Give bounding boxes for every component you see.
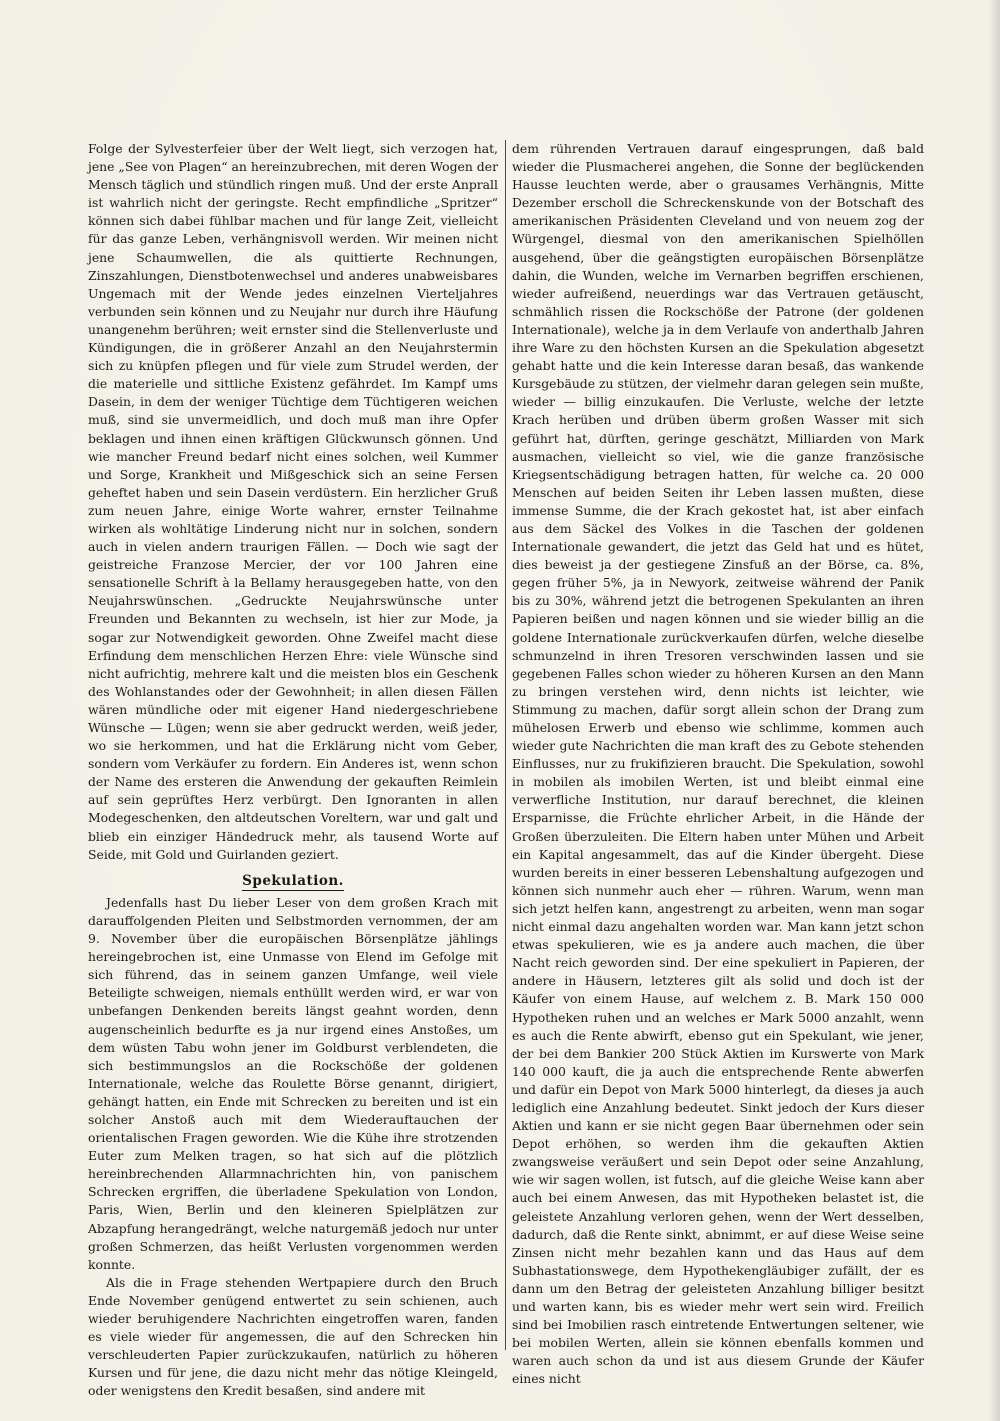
right-column [512, 140, 924, 1388]
section-heading-text: Spekulation. [242, 872, 344, 889]
left-paragraph-3: Als die in Frage stehenden Wertpapiere durch den Bruch Ende November genügend entwertet zu sein schienen, auch wieder beruhigendere Nachrichten eingetroffen waren, fanden es viele wieder für angemessen, die auf den Schrecken hin verschleuderten Papier zurückzukaufen, natürlich zu höheren Kursen und für jene, die dazu nicht mehr das nötige Kleingeld, oder wenigstens den Kredit besaßen, sind andere mit [88, 1274, 498, 1399]
bleed-through-shadow [699, 68, 940, 132]
section-heading [88, 872, 498, 890]
page-edge-shadow [988, 0, 1000, 1421]
right-paragraph-1: dem rührenden Vertrauen darauf eingesprungen, daß bald wieder die Plusmacherei angehen, die Sonne der beglückenden Hausse leuchten werde, aber o grausames Verhängnis, Mitte Dezember erscholl die Schreckenskunde von der Botschaft des amerikanischen Präsidenten Cleveland und von neuem zog der Würgengel, diesmal von den amerikanischen Spielhöllen ausgehend, über die geängstigten europäischen Börsenplätze dahin, die Wunden, welche im Vernarben begriffen erschienen, wieder aufreißend, neuerdings war das Vertrauen getäuscht, schmählich rissen die Rockschöße der Patrone (der goldenen Internationale), welche ja in dem Verlaufe von anderthalb Jahren ihre Ware zu den höchsten Kursen an die Spekulation abgesetzt gehabt hatte und die kein Interesse daran besaß, das wankende Kursgebäude zu stützen, der vielmehr daran gelegen sein mußte, wieder — billig einzukaufen. Die Verluste, welche der letzte Krach herüben und drüben überm großen Wasser mit sich geführt hat, dürften, geringe geschätzt, Milliarden von Mark ausmachen, vielleicht so viel, wie die ganze französische Kriegsentschädigung betragen hatten, für welche ca. 20 000 Menschen auf beiden Seiten ihr Leben lassen mußten, diese immense Summe, die der Krach gekostet hat, ist aber einfach aus dem Säckel des Volkes in die Taschen der goldenen Internationale gewandert, die jetzt das Geld hat und es hütet, dies beweist ja der gestiegene Zinsfuß an der Börse, ca. 8%, gegen früher 5%, ja in Newyork, zeitweise während der Panik bis zu 30%, während jetzt die betrogenen Spekulanten an ihren Papieren beißen und nagen können und sie wieder billig an die goldene Internationale zurückverkaufen dürfen, welche dieselbe schmunzelnd in ihren Tresoren verschwinden lassen und sie gegebenen Falles schon wieder zu höheren Kursen an den Mann zu bringen verstehen wird, denn nichts ist leichter, wie Stimmung zu machen, dafür sorgt allein schon der Drang zum mühelosen Erwerb und ebenso wie schlimme, kommen auch wieder gute Nachrichten die man kraft des zu Gebote stehenden Einflusses, nur zu frukifizieren braucht. Die Spekulation, sowohl in mobilen als imobilen Werten, ist und bleibt einmal eine verwerfliche Institution, nur darauf berechnet, die kleinen Ersparnisse, die Früchte ehrlicher Arbeit, in die Hände der Großen überzuleiten. Die Eltern haben unter Mühen und Arbeit ein Kapital angesammelt, das auf die Kinder übergeht. Diese wurden bereits in einer besseren Lebenshaltung aufgezogen und können sich nunmehr auch eher — rühren. Warum, wenn man sich jetzt helfen kann, angestrengt zu arbeiten, wenn man sogar nicht einmal dazu angehalten worden war. Man kann jetzt schon etwas spekulieren, wie es ja andere auch machen, die über Nacht reich geworden sind. Der eine spekuliert in Papieren, der andere in Häusern, letzteres gilt als solid und doch ist der Käufer von einem Hause, auf welchem z. B. Mark 150 000 Hypotheken ruhen und an welches er Mark 5000 anzahlt, wenn es auch die Rente abwirft, ebenso gut ein Spekulant, wie jener, der bei dem Bankier 200 Stück Aktien im Kurswerte von Mark 140 000 kauft, die ja auch die entsprechende Rente abwerfen und dafür ein Depot von Mark 5000 hinterlegt, da dieses ja auch lediglich eine Anzahlung bedeutet. Sinkt jedoch der Kurs dieser Aktien und kann er sie nicht gegen Baar übernehmen oder sein Depot erhöhen, so werden ihm die gekauften Aktien zwangsweise veräußert und sein Depot oder seine Anzahlung, wie wir sagen wollen, ist futsch, auf die gleiche Weise kann aber auch bei einem Anwesen, das mit Hypotheken belastet ist, die geleistete Anzahlung verloren gehen, wenn der Wert desselben, dadurch, daß die Rente sinkt, abnimmt, er auf diese Weise seine Zinsen nicht mehr bezahlen kann und das Haus auf dem Subhastationswege, dem Hypothekengläubiger zufällt, der es dann um den Betrag der geleisteten Anzahlung billiger besitzt und warten kann, bis es wieder mehr wert sein wird. Freilich sind bei Imobilien rasch eintretende Entwertungen seltener, wie bei mobilen Werten, allein sie können ebenfalls kommen und waren auch schon da und ist aus diesem Grunde der Käufer eines nicht [512, 141, 924, 1387]
left-paragraph-1: Folge der Sylvesterfeier über der Welt liegt, sich verzogen hat, jene „See von Plagen“ an hereinzubrechen, mit deren Wogen der Mensch täglich und stündlich ringen muß. Und der erste Anprall ist wahrlich nicht der geringste. Recht empfindliche „Spritzer“ können sich dabei fühlbar machen und für lange Zeit, vielleicht für das ganze Leben, verhängnisvoll werden. Wir meinen nicht jene Schaumwellen, die als quittierte Rechnungen, Zinszahlungen, Dienstbotenwechsel und anderes unabweisbares Ungemach mit der Wende jedes einzelnen Vierteljahres verbunden sein können und zu Neujahr nur durch ihre Häufung unangenehm berühren; weit ernster sind die Stellenverluste und Kündigungen, die in größerer Anzahl an den Neujahrstermin sich zu knüpfen pflegen und für viele zum Strudel werden, der die materielle und sittliche Existenz gefährdet. Im Kampf ums Dasein, in dem der weniger Tüchtige dem Tüchtigeren weichen muß, sind sie unvermeidlich, und doch muß man ihre Opfer beklagen und ihnen einen kräftigen Glückwunsch gönnen. Und wie mancher Freund bedarf nicht eines solchen, weil Kummer und Sorge, Krankheit und Mißgeschick sich an seine Fersen geheftet haben und sein Dasein verdüstern. Ein herzlicher Gruß zum neuen Jahre, einige Worte wahrer, ernster Teilnahme wirken als wohltätige Linderung nicht nur in solchen, sondern auch in vielen andern traurigen Fällen. — Doch wie sagt der geistreiche Franzose Mercier, der vor 100 Jahren eine sensationelle Schrift à la Bellamy herausgegeben hatte, von den Neujahrswünschen. „Gedruckte Neujahrswünsche unter Freunden und Bekannten zu wechseln, ist hier zur Mode, ja sogar zur Notwendigkeit geworden. Ohne Zweifel macht diese Erfindung dem menschlichen Herzen Ehre: viele Wünsche sind nicht aufrichtig, mehrere kalt und die meisten blos ein Geschenk des Wohlanstandes oder der Gewohnheit; in allen diesen Fällen wären mündliche oder mit eigener Hand niedergeschriebene Wünsche — Lügen; wenn sie aber gedruckt werden, weiß jeder, wo sie herkommen, und hat die Erklärung nicht vom Geber, sondern vom Verkäufer zu fordern. Ein Anderes ist, wenn schon der Name des ersteren die Anwendung der gekauften Reimlein auf sein geprüftes Herz verbürgt. Den Ignoranten in allen Modegeschenken, den altdeutschen Voreltern, war und galt und blieb ein einziger Händedruck mehr, als tausend Worte auf Seide, mit Gold und Guirlanden geziert. [88, 141, 498, 862]
left-column [88, 140, 498, 1400]
column-divider [505, 140, 506, 1350]
left-paragraph-2: Jedenfalls hast Du lieber Leser von dem großen Krach mit darauffolgenden Pleiten und Selbstmorden vernommen, der am 9. November über die europäischen Börsenplätze jählings hereingebrochen ist, eine Unmasse von Elend im Gefolge mit sich führend, das in seinem ganzen Umfange, weil viele Beteiligte schweigen, niemals enthüllt werden wird, er war von unbefangen Denkenden bereits längst geahnt worden, denn augenscheinlich bedurfte es ja nur irgend eines Anstoßes, um dem wüsten Tabu wohn jener im Goldburst verblendeten, die sich bestimmungslos an die Rockschöße der goldenen Internationale, welche das Roulette Börse genannt, dirigiert, gehängt hatten, ein Ende mit Schrecken zu bereiten und ist ein solcher Anstoß auch mit dem Wiederauftauchen der orientalischen Fragen geworden. Wie die Kühe ihre strotzenden Euter zum Melken tragen, so hat sich auf die plötzlich hereinbrechenden Allarmnachrichten hin, von panischem Schrecken ergriffen, die überladene Spekulation von London, Paris, Wien, Berlin und den kleineren Spielplätzen zur Abzapfung herangedrängt, welche naturgemäß jedoch nur unter großen Schmerzen, das heißt Verlusten vorgenommen werden konnte. [88, 894, 498, 1272]
